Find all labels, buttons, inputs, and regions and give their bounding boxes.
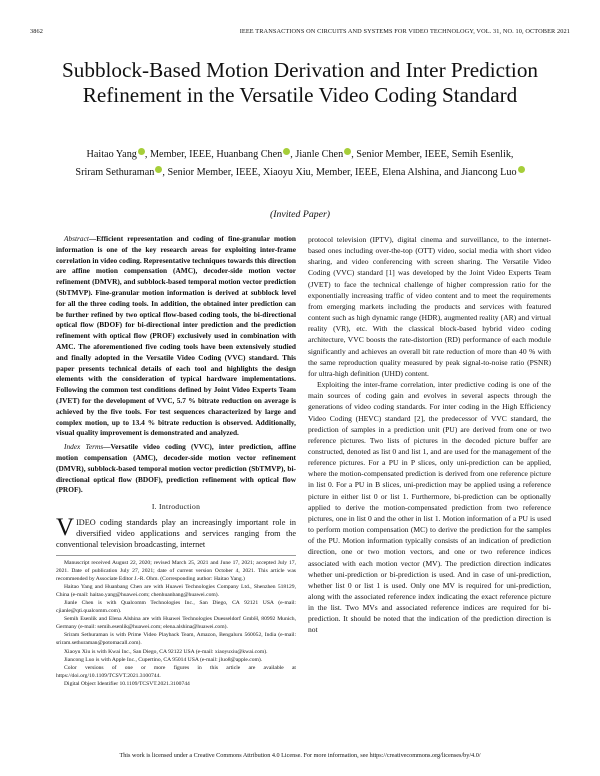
paper-title: Subblock-Based Motion Derivation and Inter Prediction Refinement in the Versatile Video Coding Standard <box>61 58 539 107</box>
drop-cap: V <box>56 513 75 541</box>
author-list <box>40 146 560 182</box>
author-name: Haitao Yang <box>86 149 137 160</box>
footnote: Jiancong Luo is with Apple Inc., Cupertino, CA 95014 USA (e-mail: jluo8@apple.com). <box>64 656 263 663</box>
section-heading: I. Introduction <box>151 502 201 512</box>
footnote-doi: Digital Object Identifier 10.1109/TCSVT.2021.3100744 <box>64 680 190 687</box>
page-number: 3862 <box>30 28 43 35</box>
index-terms <box>56 442 296 496</box>
left-column <box>56 234 296 688</box>
intro-text: IDEO coding standards play an increasingly important role in diversified video applications and services ranging from the conventional television broadcasting, internet <box>56 517 296 550</box>
footnotes <box>56 555 296 689</box>
footnote: Xiaoyu Xiu is with Kwai Inc., San Diego, CA 92122 USA (e-mail: xiaoyuxiu@kwai.com). <box>64 648 268 655</box>
footnote: Haitao Yang and Huanbang Chen are with Huawei Technologies Company Ltd., Shenzhen 518129, China (e-mail: haitao.yang@huawei.com; chenhuanbang@huawei.com). <box>56 583 296 598</box>
invited-paper-label: (Invited Paper) <box>269 209 331 220</box>
orcid-icon[interactable] <box>138 148 145 155</box>
author-name: , Jianle Chen <box>290 149 344 160</box>
author-name: Sriram Sethuraman <box>75 167 155 178</box>
abstract-text: —Efficient representation and coding of fine-granular motion information is one of the key research areas for exploiting inter-frame correlation in video coding. Representative techniques towards this direction are affine motion compensation (AMC), decoder-side motion vector refinement (DMVR), and subblock-based temporal motion vector prediction (SbTMVP). Fine-granular motion information is derived at subblock level for all the three coding tools. In addition, the obtained inter prediction can be further refined by two optical flow-based coding tools, the bi-directional optical flow (BDOF) for bi-directional inter prediction and the prediction refinement with optical flow (PROF) exclusively used in combination with AMC. The aforementioned five coding tools have been extensively studied and finally adopted in the Versatile Video Coding (VVC) standard. This paper presents technical details of each tool and highlights the design elements with the consideration of typical hardware implementations. Following the common test conditions defined by Joint Video Experts Team (JVET) for the development of VVC, 5.7 % bitrate reduction on average is achieved by the five tools. For test sequences characterized by large and complex motion, up to 13.4 % bitrate reduction is observed. Additionally, visual quality improvement is demonstrated and analyzed. <box>56 234 296 438</box>
intro-paragraph <box>56 513 296 551</box>
body-paragraph: Exploiting the inter-frame correlation, inter predictive coding is one of the main sources of coding gain and evolves in several aspects through the generations of video coding standards. For inter coding in the High Efficiency Video Coding (HEVC) standard [2], the predecessor of VVC standard, the prediction of samples in a prediction unit (PU) are derived from one or two reference pictures. Two lists of pictures in the decoded picture buffer are constructed, denoted as list 0 and list 1, and are used for the management of the reference pictures. For a PU in P slices, only uni-prediction can be applied, where the motion-compensated prediction is derived from one reference picture in list 0. For a PU in B slices, uni-prediction may be applied using a reference picture in either list 0 or list 1. Furthermore, bi-prediction can be optionally applied to derive the motion-compensated prediction from two reference pictures, one in list 0 and the other in list 1. Motion information of a PU is used to perform motion compensation (MC) to derive the prediction for the samples of the PU. Motion information typically consists of an indication of prediction direction, one or two motion vectors, and one or two reference indices associated with each motion vector (MV). The prediction direction indicates whether uni-prediction or bi-prediction is used. And in case of uni-prediction, whether list 0 or list 1 is used. Only one MV is required for uni-prediction, along with the associated reference index indicating the exact reference picture in the list. Two MVs and associated reference indices are required for bi-prediction. It should be noted that the indication of the prediction direction is not <box>308 380 551 635</box>
journal-header: IEEE TRANSACTIONS ON CIRCUITS AND SYSTEMS FOR VIDEO TECHNOLOGY, VOL. 31, NO. 10, OCTOBER 2021 <box>239 28 570 35</box>
license-footer: This work is licensed under a Creative Commons Attribution 4.0 License. For more information, see https://creativecommons.org/licenses/by/4.0/ <box>119 752 481 759</box>
abstract <box>56 234 296 439</box>
author-name: , Senior Member, IEEE, Semih Esenlik, <box>351 149 514 160</box>
orcid-icon[interactable] <box>518 166 525 173</box>
index-terms-text: —Versatile video coding (VVC), inter prediction, affine motion compensation (AMC), decoder-side motion vector refinement (DMVR), subblock-based temporal motion vector prediction (SbTMVP), bi-directional optical flow (BDOF), prediction refinement with optical flow (PROF). <box>56 442 296 495</box>
index-terms-label: Index Terms <box>64 442 104 452</box>
footnote-link[interactable]: Color versions of one or more figures in this article are available at https://doi.org/10.1109/TCSVT.2021.3100744. <box>56 664 296 679</box>
author-name: , Member, IEEE, Huanbang Chen <box>144 149 283 160</box>
footnote: Semih Esenlik and Elena Alshina are with Huawei Technologies Duesseldorf GmbH, 80992 Munich, Germany (e-mail: semih.esenlik@huawei.com; elena.alshina@huawei.com). <box>56 616 296 631</box>
abstract-label: Abstract <box>64 234 89 243</box>
footnote: Manuscript received August 22, 2020; revised March 25, 2021 and June 17, 2021; accepted July 17, 2021. Date of publication July 27, 2021; date of current version October 4, 2021. This article was recommended by Associate Editor J.-R. Ohm. (Corresponding author: Haitao Yang.) <box>56 559 296 582</box>
body-paragraph: protocol television (IPTV), digital cinema and surveillance, to the internet-based ones including over-the-top (OTT) video, social media with short video sharing, and video conferencing with screen sharing. The Versatile Video Coding (VVC) standard [1] was developed by the Joint Video Experts Team (JVET) to face the technical challenge of higher compression ratio for the exponentially increasing traffic of video content and to meet the requirements from emerging markets including the products and services with featured content such as high dynamic range (HDR), augmented reality (AR) and virtual reality (VR), etc. With the classical block-based hybrid video coding architecture, VVC boosts the rate-distortion (RD) performance of each module significantly and achieves an overall bit rate reduction of more than 40 % with the same reproduction quality measured by peak signal-to-noise ratio (PSNR) for ultra-high definition (UHD) content. <box>308 235 551 378</box>
footnote: Sriram Sethuraman is with Prime Video Playback Team, Amazon, Bengaluru 560052, India (e-mail: sriram.sethuraman@potomacall.com). <box>56 632 296 647</box>
author-name: , Senior Member, IEEE, Xiaoyu Xiu, Member, IEEE, Elena Alshina, and Jiancong Luo <box>162 167 517 178</box>
right-column <box>308 234 551 636</box>
footnote: Jianle Chen is with Qualcomm Technologies Inc., San Diego, CA 92121 USA (e-mail: cjianle@qti.qualcomm.com). <box>56 600 296 615</box>
